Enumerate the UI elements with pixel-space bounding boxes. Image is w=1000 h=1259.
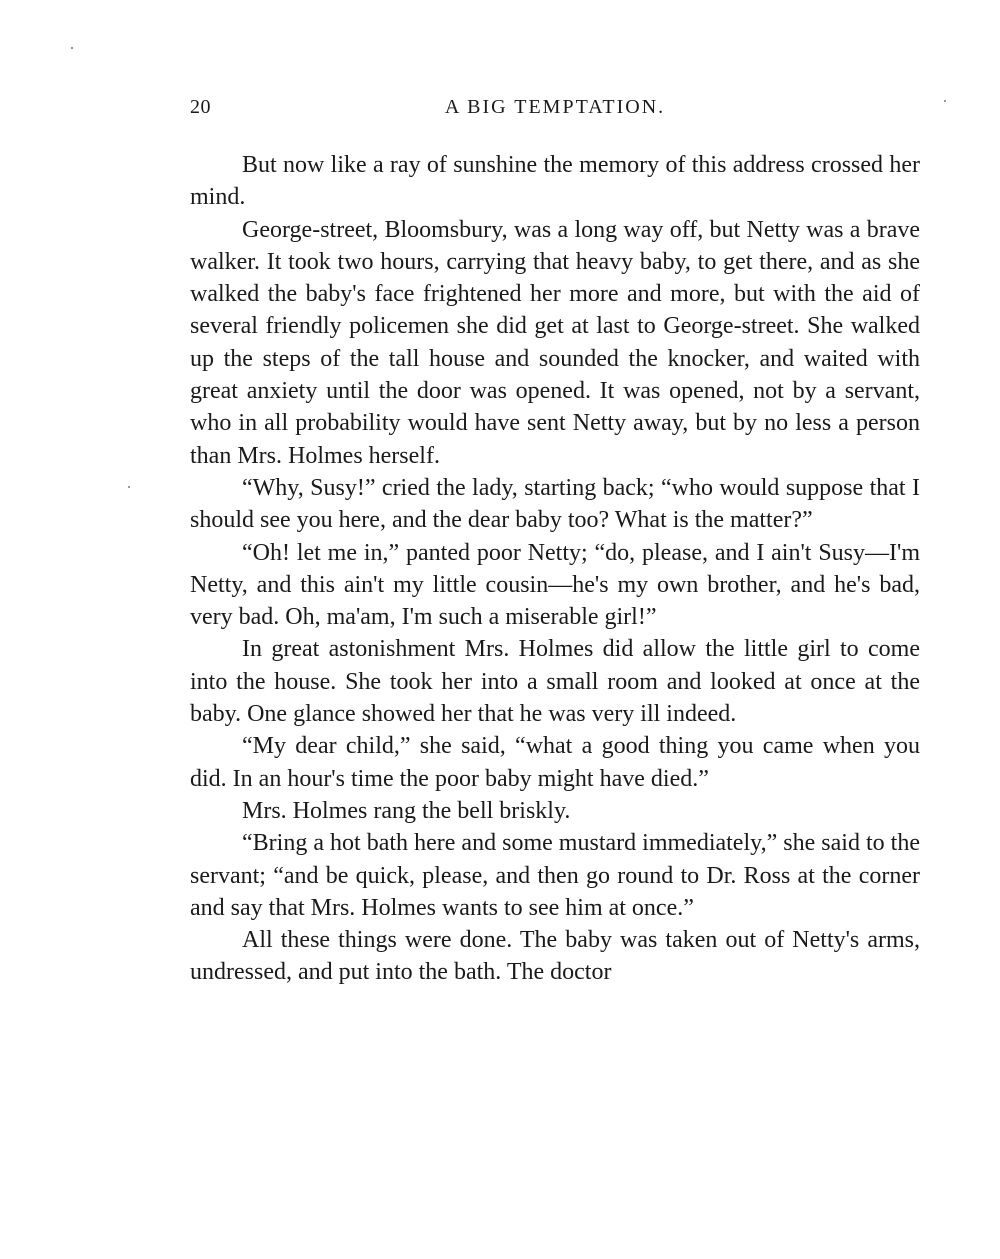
- paragraph: “Oh! let me in,” panted poor Netty; “do, please, and I ain't Susy—I'm Netty, and this ain't my little cousin—he's my own brother, and he's bad, very bad. Oh, ma'am, I'm such a miserable girl!”: [190, 539, 920, 631]
- paragraph: All these things were done. The baby was taken out of Netty's arms, undressed, and put into the bath. The doctor: [190, 927, 920, 986]
- running-header: [190, 92, 920, 124]
- paragraph: “Bring a hot bath here and some mustard immediately,” she said to the servant; “and be quick, please, and then go round to Dr. Ross at the corner and say that Mrs. Holmes wants to see him at once.”: [190, 830, 920, 921]
- page-number: 20: [190, 96, 211, 118]
- print-speck: [128, 486, 130, 488]
- paragraph: George-street, Bloomsbury, was a long way off, but Netty was a brave walker. It took two hours, carrying that heavy baby, to get there, and as she walked the baby's face frightened her more and more, but with the aid of several friendly policemen she did get at last to George-street. She walked up the steps of the tall house and sounded the knocker, and waited with great anxiety until the door was opened. It was opened, not by a servant, who in all probability would have sent Netty away, but by no less a person than Mrs. Holmes herself.: [190, 216, 920, 469]
- paragraph: Mrs. Holmes rang the bell briskly.: [242, 797, 571, 824]
- body-text: [190, 149, 920, 989]
- print-speck: [944, 100, 946, 102]
- paragraph: “My dear child,” she said, “what a good thing you came when you did. In an hour's time the poor baby might have died.”: [190, 733, 920, 792]
- paragraph: In great astonishment Mrs. Holmes did allow the little girl to come into the house. She took her into a small room and looked at once at the baby. One glance showed her that he was very ill indeed.: [190, 636, 920, 728]
- paragraph: But now like a ray of sunshine the memory of this address crossed her mind.: [190, 152, 920, 211]
- print-speck: [71, 47, 73, 49]
- paragraph: “Why, Susy!” cried the lady, starting back; “who would suppose that I should see you here, and the dear baby too? What is the matter?”: [190, 474, 920, 534]
- running-title: A BIG TEMPTATION.: [444, 96, 666, 118]
